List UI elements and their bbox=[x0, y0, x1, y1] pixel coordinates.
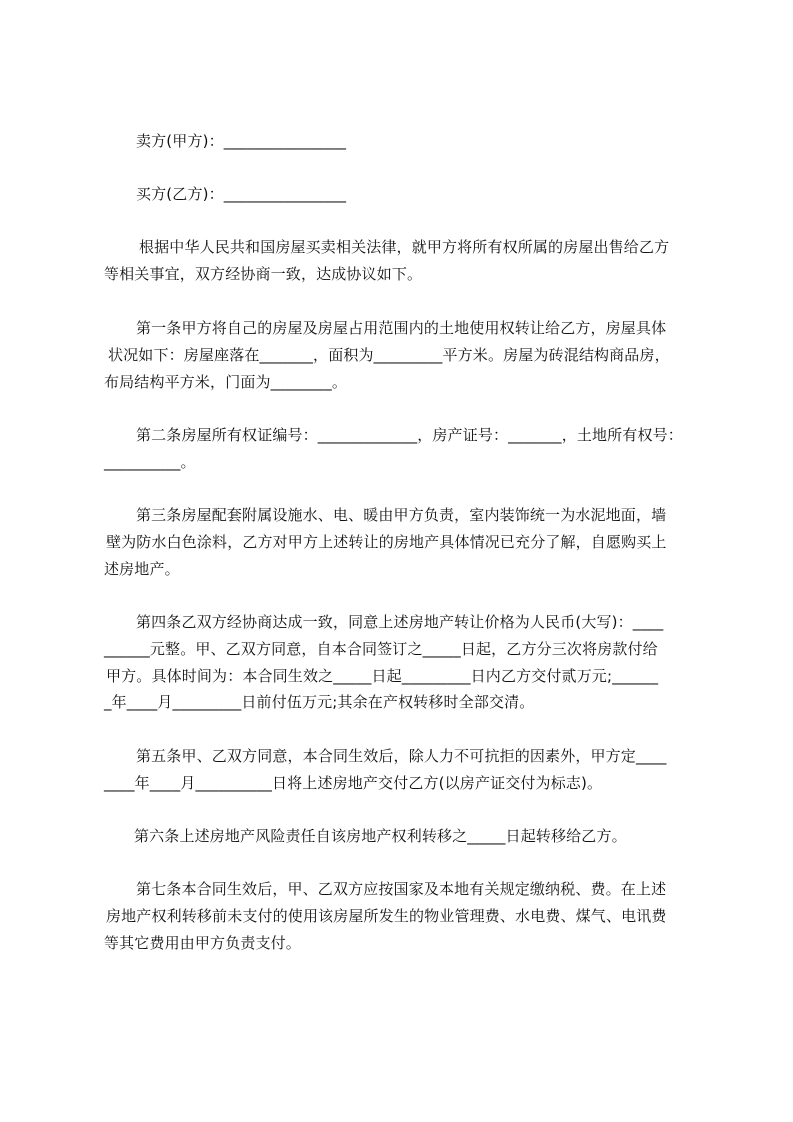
article7-line-1: 第七条本合同生效后，甲、乙双方应按国家及本地有关规定缴纳税、费。在上述 bbox=[136, 880, 667, 898]
article3-line-3: 述房地产。 bbox=[104, 560, 180, 578]
article4-line-4: _年____月_________日前付伍万元;其余在产权转移时全部交清。 bbox=[104, 693, 535, 711]
article6-line-1: 第六条上述房地产风险责任自该房地产权利转移之_____日起转移给乙方。 bbox=[134, 827, 627, 845]
article1-line-1: 第一条甲方将自己的房屋及房屋占用范围内的土地使用权转让给乙方，房屋具体 bbox=[136, 319, 667, 337]
article7-line-3: 等其它费用由甲方负责支付。 bbox=[104, 934, 301, 952]
article7-line-2: 房地产权利转移前未支付的使用该房屋所发生的物业管理费、水电费、煤气、电讯费 bbox=[106, 907, 667, 925]
article3-line-2: 壁为防水白色涂料，乙方对甲方上述转让的房地产具体情况已充分了解，自愿购买上 bbox=[106, 533, 667, 551]
article2-line-2: __________。 bbox=[104, 453, 196, 471]
intro-line-1: 根据中华人民共和国房屋买卖相关法律，就甲方将所有权所属的房屋出售给乙方 bbox=[139, 238, 670, 256]
seller-line: 卖方(甲方)：________________ bbox=[136, 132, 347, 150]
article1-line-2: 状况如下：房屋座落在_______，面积为_________平方米。房屋为砖混结构商品房， bbox=[108, 346, 670, 364]
article4-line-3: 甲方。具体时间为：本合同生效之_____日起_________日内乙方交付贰万元;______ bbox=[106, 667, 659, 685]
article5-line-2: ____年____月__________日将上述房地产交付乙方(以房产证交付为标志)。 bbox=[104, 774, 603, 792]
buyer-line: 买方(乙方)：________________ bbox=[136, 185, 347, 203]
article1-line-3: 布局结构平方米，门面为________。 bbox=[104, 373, 348, 391]
article4-line-2: ______元整。甲、乙双方同意，自本合同签订之_____日起，乙方分三次将房款付给 bbox=[104, 640, 658, 658]
article4-line-1: 第四条乙双方经协商达成一致，同意上述房地产转让价格为人民币(大写)：____ bbox=[136, 613, 664, 631]
article5-line-1: 第五条甲、乙双方同意，本合同生效后，除人力不可抗拒的因素外，甲方定____ bbox=[136, 747, 667, 765]
intro-line-2: 等相关事宜，双方经协商一致，达成协议如下。 bbox=[104, 265, 423, 283]
article3-line-1: 第三条房屋配套附属设施水、电、暖由甲方负责，室内装饰统一为水泥地面，墙 bbox=[136, 506, 667, 524]
article2-line-1: 第二条房屋所有权证编号：_____________，房产证号：_______，土地所有权号： bbox=[136, 426, 683, 444]
